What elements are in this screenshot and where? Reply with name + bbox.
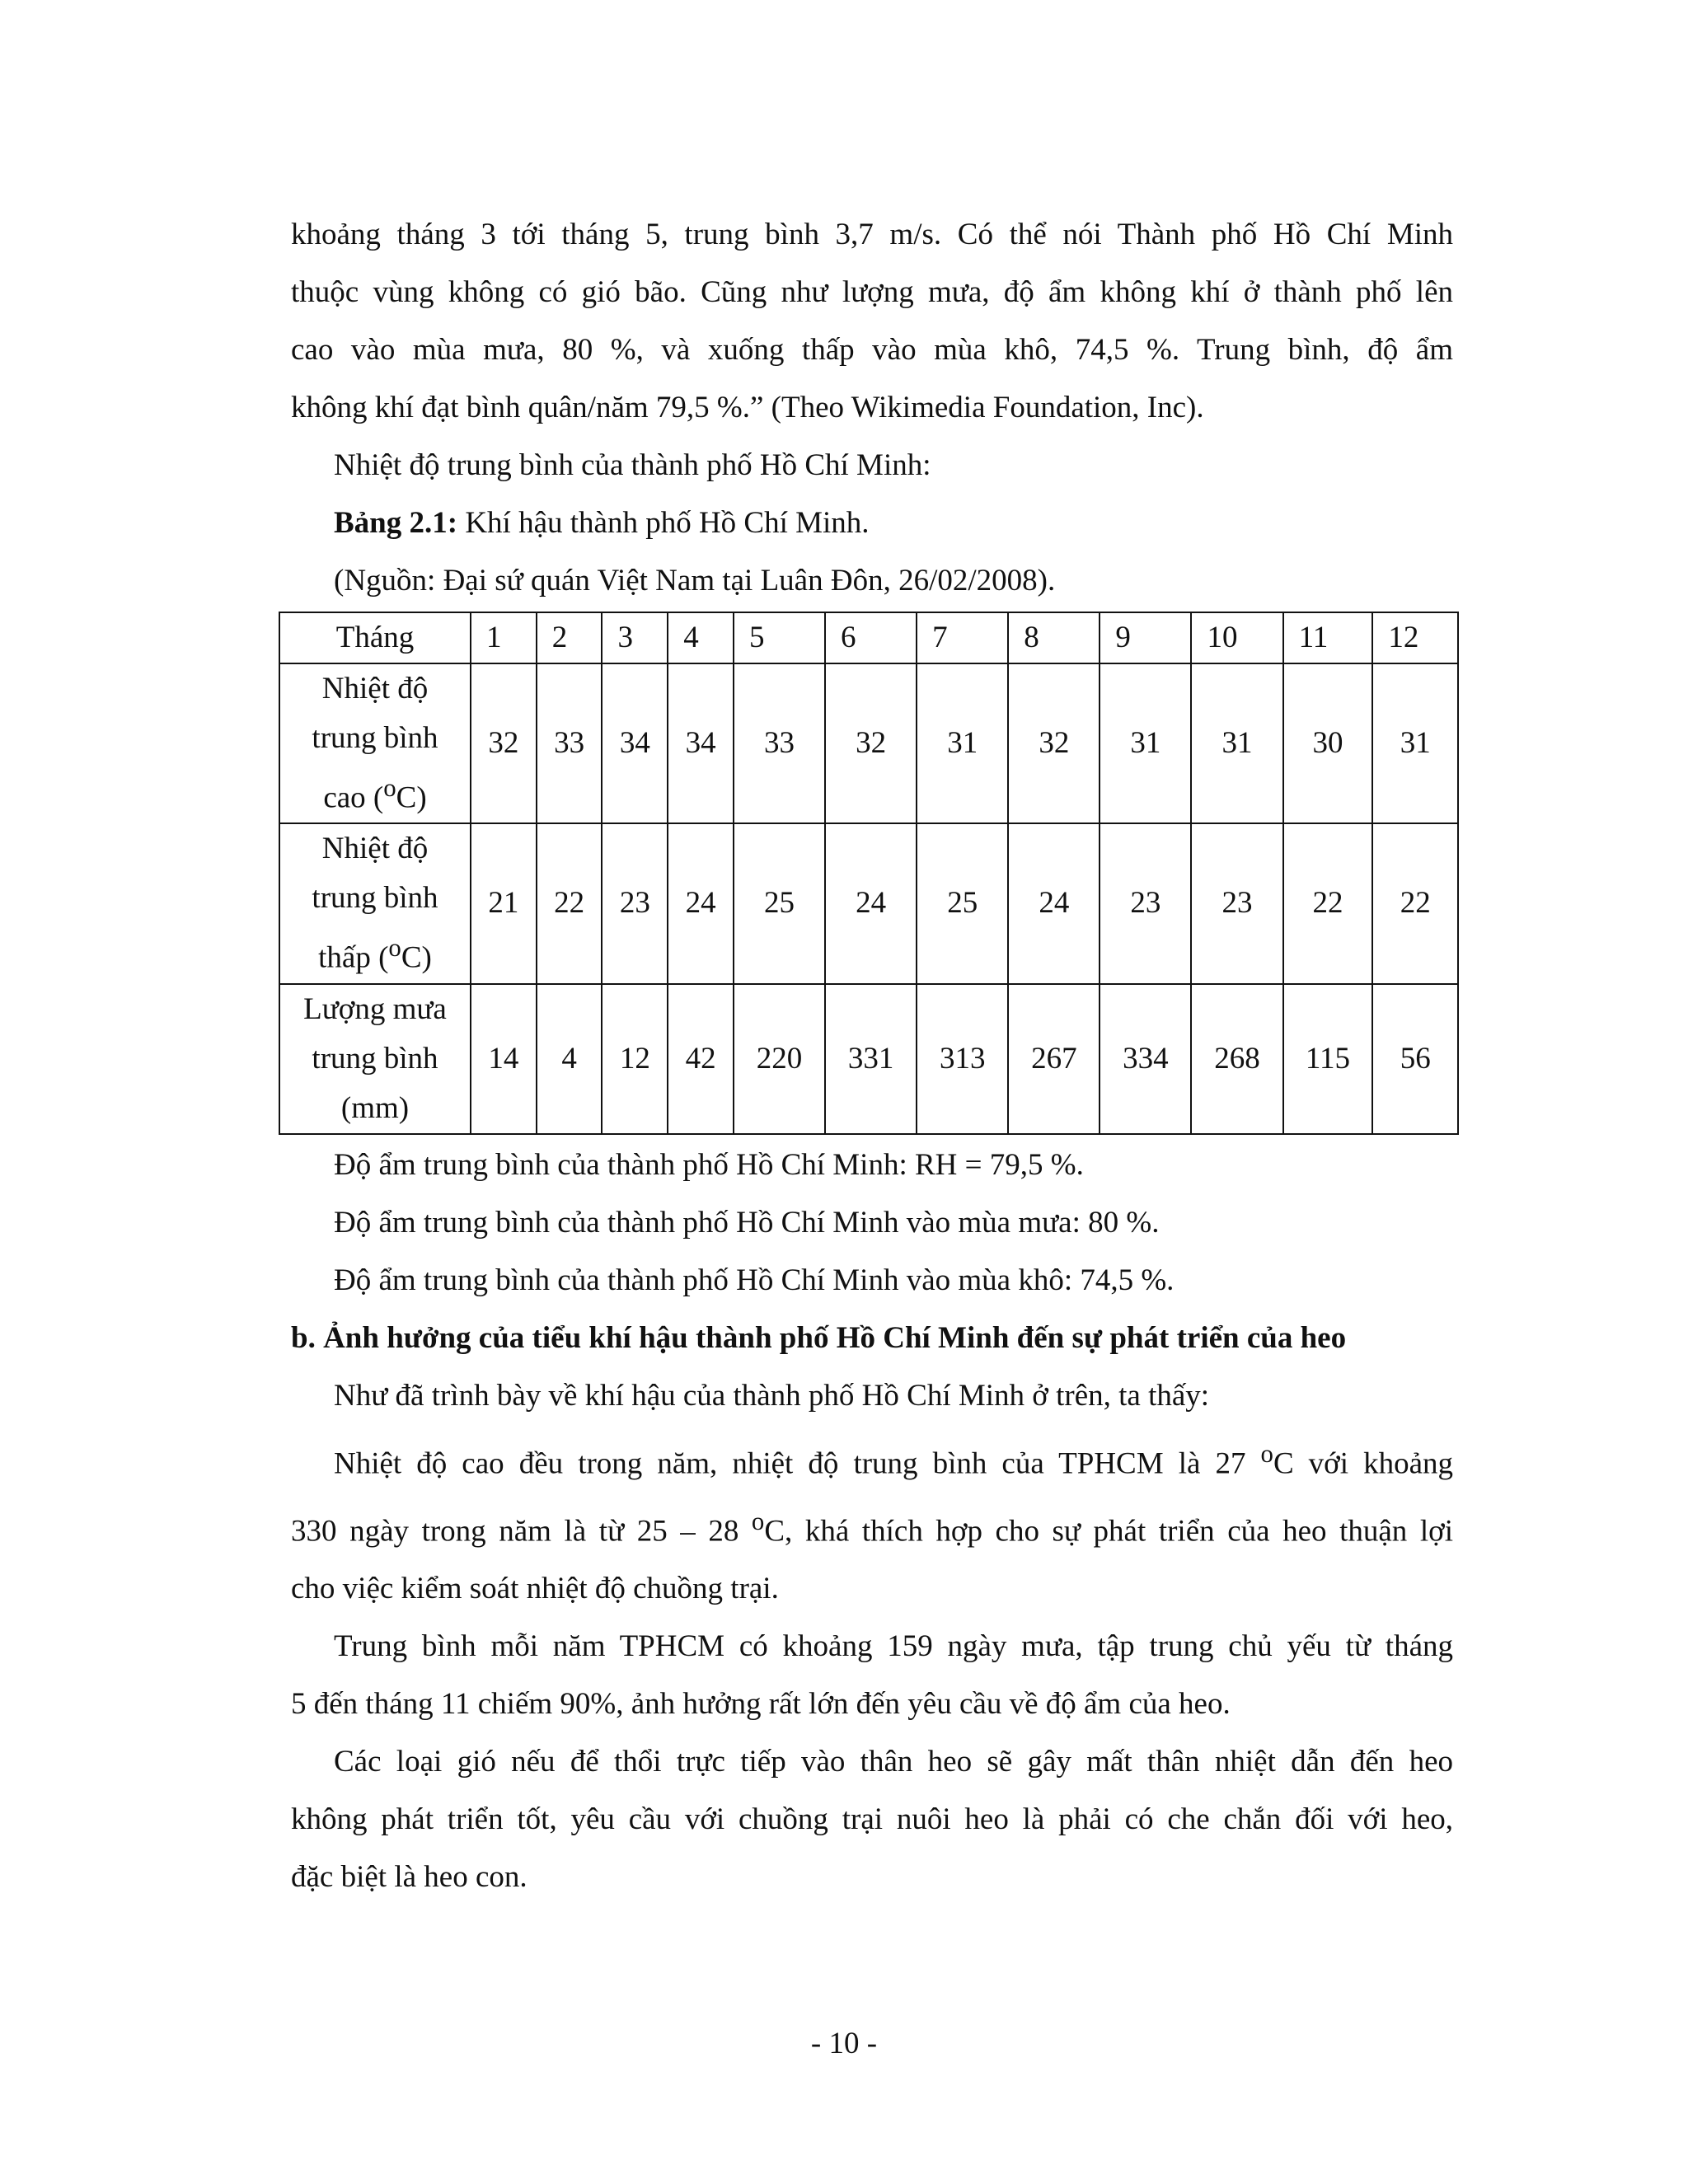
month-cell: 7 — [917, 612, 1008, 663]
value-cell: 115 — [1283, 984, 1373, 1134]
value-cell: 31 — [1100, 663, 1191, 823]
value-cell: 32 — [471, 663, 537, 823]
value-cell: 25 — [917, 823, 1008, 983]
row-label-line: thấp ($^o$C) — [318, 934, 432, 975]
table-caption — [291, 494, 1453, 552]
table-row-rainfall — [279, 984, 1458, 1134]
table-row-low-temp — [279, 823, 1458, 983]
value-cell: 12 — [602, 984, 668, 1134]
body-line: thuộc vùng không có gió bão. Cũng như lượng mưa, độ ẩm không khí ở thành phố lên — [291, 275, 1453, 309]
header-label-cell: Tháng — [279, 612, 471, 663]
row-label-line: Nhiệt độ — [321, 672, 429, 705]
value-cell: 23 — [1191, 823, 1282, 983]
humidity-line: Độ ẩm trung bình của thành phố Hồ Chí Minh: RH = 79,5 %. — [334, 1147, 1084, 1182]
value-cell: 42 — [668, 984, 734, 1134]
body-line: đặc biệt là heo con. — [291, 1860, 528, 1895]
value-cell: 30 — [1283, 663, 1373, 823]
page-number: - 10 - — [810, 2027, 878, 2060]
value-cell: 34 — [668, 663, 734, 823]
row-label-cell — [279, 823, 471, 983]
value-cell: 220 — [734, 984, 825, 1134]
month-cell: 10 — [1191, 612, 1282, 663]
value-cell: 23 — [1100, 823, 1191, 983]
month-cell: 3 — [602, 612, 668, 663]
value-cell: 267 — [1008, 984, 1100, 1134]
value-cell: 34 — [602, 663, 668, 823]
value-cell: 313 — [917, 984, 1008, 1134]
body-line: không phát triển tốt, yêu cầu với chuồng trại nuôi heo là phải có che chắn đối với heo, — [291, 1802, 1453, 1837]
month-cell: 9 — [1100, 612, 1191, 663]
value-cell: 32 — [1008, 663, 1100, 823]
row-label-line: trung bình — [312, 721, 438, 755]
value-cell: 22 — [1372, 823, 1458, 983]
body-line: không khí đạt bình quân/năm 79,5 %.” (Theo Wikimedia Foundation, Inc). — [291, 391, 1204, 424]
section-heading: b. Ảnh hưởng của tiểu khí hậu thành phố Hồ Chí Minh đến sự phát triển của heo — [291, 1320, 1347, 1355]
body-line: Nhiệt độ cao đều trong năm, nhiệt độ trung bình của TPHCM là 27 $^o$C với khoảng — [334, 1439, 1453, 1480]
row-label-cell — [279, 984, 471, 1134]
body-line: Trung bình mỗi năm TPHCM có khoảng 159 ngày mưa, tập trung chủ yếu từ tháng — [334, 1629, 1453, 1664]
value-cell: 31 — [917, 663, 1008, 823]
body-line: 5 đến tháng 11 chiếm 90%, ảnh hưởng rất lớn đến yêu cầu về độ ẩm của heo. — [291, 1687, 1231, 1722]
month-cell: 11 — [1283, 612, 1373, 663]
month-cell: 4 — [668, 612, 734, 663]
month-cell: 2 — [537, 612, 603, 663]
value-cell: 22 — [1283, 823, 1373, 983]
body-line: cho việc kiểm soát nhiệt độ chuồng trại. — [291, 1572, 779, 1606]
body-line: 330 ngày trong năm là từ 25 – 28 $^o$C, khá thích hợp cho sự phát triển của heo thuận lợi — [291, 1507, 1454, 1549]
body-line: Như đã trình bày về khí hậu của thành phố Hồ Chí Minh ở trên, ta thấy: — [334, 1378, 1210, 1413]
value-cell: 23 — [602, 823, 668, 983]
row-label-line: Nhiệt độ — [321, 832, 429, 866]
month-cell: 6 — [825, 612, 917, 663]
value-cell: 331 — [825, 984, 917, 1134]
month-cell: 12 — [1372, 612, 1458, 663]
value-cell: 14 — [471, 984, 537, 1134]
table-caption-text: Khí hậu thành phố Hồ Chí Minh. — [457, 506, 870, 540]
month-cell: 5 — [734, 612, 825, 663]
intro-line: Nhiệt độ trung bình của thành phố Hồ Chí Minh: — [334, 448, 931, 482]
table-caption-label: Bảng 2.1: — [334, 506, 458, 540]
value-cell: 21 — [471, 823, 537, 983]
value-cell: 24 — [825, 823, 917, 983]
month-cell: 8 — [1008, 612, 1100, 663]
row-label-cell — [279, 663, 471, 823]
body-line: Các loại gió nếu để thổi trực tiếp vào thân heo sẽ gây mất thân nhiệt dẫn đến heo — [334, 1745, 1453, 1779]
table-source: (Nguồn: Đại sứ quán Việt Nam tại Luân Đôn, 26/02/2008). — [334, 564, 1056, 598]
body-line: khoảng tháng 3 tới tháng 5, trung bình 3,7 m/s. Có thể nói Thành phố Hồ Chí Minh — [291, 218, 1453, 251]
value-cell: 25 — [734, 823, 825, 983]
climate-table — [279, 612, 1459, 1135]
value-cell: 33 — [537, 663, 603, 823]
value-cell: 24 — [1008, 823, 1100, 983]
month-cell: 1 — [471, 612, 537, 663]
value-cell: 22 — [537, 823, 603, 983]
page-content — [291, 206, 1453, 1906]
value-cell: 31 — [1372, 663, 1458, 823]
value-cell: 31 — [1191, 663, 1282, 823]
row-label-line: (mm) — [340, 1090, 410, 1125]
row-label-line: cao ($^o$C) — [323, 774, 427, 815]
value-cell: 4 — [537, 984, 603, 1134]
value-cell: 24 — [668, 823, 734, 983]
humidity-line: Độ ẩm trung bình của thành phố Hồ Chí Minh vào mùa khô: 74,5 %. — [334, 1263, 1175, 1297]
body-line: cao vào mùa mưa, 80 %, và xuống thấp vào mùa khô, 74,5 %. Trung bình, độ ẩm — [291, 333, 1453, 367]
table-row-high-temp — [279, 663, 1458, 823]
value-cell: 334 — [1100, 984, 1191, 1134]
row-label-line: trung bình — [312, 1041, 438, 1076]
value-cell: 32 — [825, 663, 917, 823]
row-label-line: trung bình — [312, 881, 438, 916]
value-cell: 268 — [1191, 984, 1282, 1134]
value-cell: 33 — [734, 663, 825, 823]
humidity-line: Độ ẩm trung bình của thành phố Hồ Chí Minh vào mùa mưa: 80 %. — [334, 1205, 1160, 1240]
value-cell: 56 — [1372, 984, 1458, 1134]
row-label-line: Lượng mưa — [303, 991, 447, 1026]
table-header-row — [279, 612, 1458, 663]
